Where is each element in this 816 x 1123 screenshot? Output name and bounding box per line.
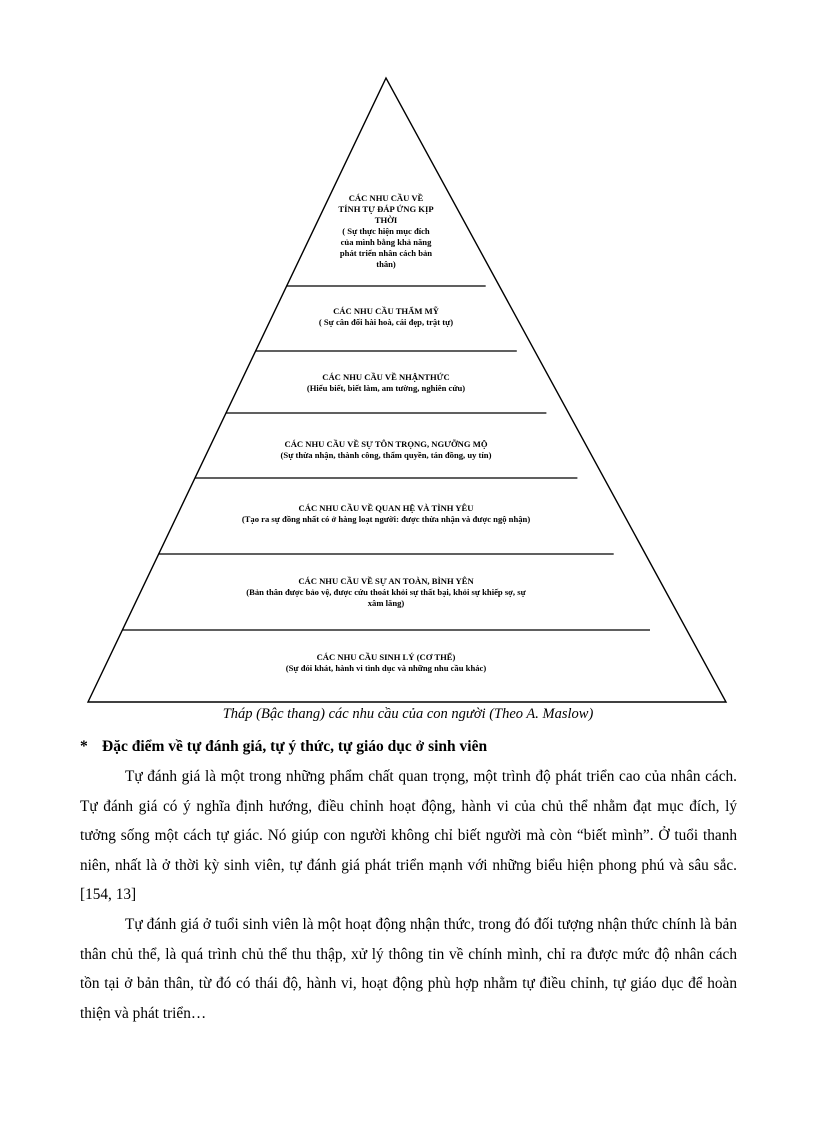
level-title: CÁC NHU CẦU VỀ SỰ AN TOÀN, BÌNH YÊN [298, 576, 474, 586]
figure-caption: Tháp (Bậc thang) các nhu cầu của con người (Theo A. Maslow) [222, 706, 594, 722]
pyramid-level-love-belonging [196, 503, 576, 525]
level-desc-line: ( Sự thực hiện mục đích [342, 226, 430, 236]
level-desc-line: xâm lăng) [367, 598, 405, 608]
level-desc: (Hiểu biết, biết làm, am tường, nghiên cứu) [306, 383, 466, 393]
pyramid-level-safety [176, 576, 596, 609]
level-title-line: TÍNH TỰ ĐÁP ỨNG KỊP [338, 204, 434, 214]
pyramid-level-physiological [166, 652, 606, 674]
level-desc: (Sự đói khát, hành vi tình dục và những nhu cầu khác) [285, 663, 487, 673]
pyramid-level-aesthetic [276, 306, 496, 328]
level-desc: (Tạo ra sự đồng nhất có ở hàng loạt người: được thừa nhận và được ngộ nhận) [241, 514, 531, 524]
level-title: CÁC NHU CẦU VỀ QUAN HỆ VÀ TÌNH YÊU [298, 503, 474, 513]
body-paragraph: Tự đánh giá là một trong những phẩm chất quan trọng, một trình độ phát triển cao của nhân cách. Tự đánh giá có ý nghĩa định hướng, điều chỉnh hoạt động, hành vi của chủ thể nhằm đạt mục đích, lý tưởng sống một cách tự giác. Nó giúp con người không chỉ biết người mà còn “biết mình”. Ở tuổi thanh niên, nhất là ở thời kỳ sinh viên, tự đánh giá phát triển mạnh với những biểu hiện phong phú và sâu sắc. [154, 13] [80, 768, 737, 903]
level-title-line: THỜI [374, 215, 398, 225]
pyramid-level-cognitive [246, 372, 526, 394]
level-desc-line: phát triển nhân cách bản [339, 248, 433, 258]
level-title: CÁC NHU CẦU THẨM MỸ [333, 306, 439, 316]
bullet-marker: * [80, 738, 88, 755]
level-title: CÁC NHU CẦU VỀ NHẬNTHỨC [322, 372, 450, 382]
level-desc-line: (Bản thân được bảo vệ, được cứu thoát khỏi sự thất bại, khỏi sự khiếp sợ, sự [246, 587, 526, 597]
level-desc: (Sự thừa nhận, thành công, thẩm quyền, tán đồng, uy tín) [280, 450, 492, 460]
body-paragraph: Tự đánh giá ở tuổi sinh viên là một hoạt động nhận thức, trong đó đối tượng nhận thức chính là bản thân chủ thể, là quá trình chủ thể thu thập, xử lý thông tin về chính mình, chỉ ra được mức độ nhân cách tồn tại ở bản thân, từ đó có thái độ, hành vi, hoạt động phù hợp nhằm tự điều chỉnh, tự giáo dục để hoàn thiện và phát triển… [80, 916, 737, 1022]
level-title: CÁC NHU CẦU VỀ SỰ TÔN TRỌNG, NGƯỠNG MỘ [284, 439, 488, 449]
section-heading-text: Đặc điểm về tự đánh giá, tự ý thức, tự giáo dục ở sinh viên [102, 738, 488, 755]
level-desc-line: thân) [376, 259, 396, 269]
level-title-line: CÁC NHU CẦU VỀ [348, 193, 424, 203]
level-title: CÁC NHU CẦU SINH LÝ (CƠ THỂ) [316, 652, 456, 662]
section-heading [80, 738, 487, 756]
level-desc: ( Sự cân đối hài hoà, cái đẹp, trật tự) [318, 317, 454, 327]
level-desc-line: của mình bằng khả năng [340, 237, 432, 247]
pyramid-level-esteem [226, 439, 546, 461]
pyramid-level-self-actualization [306, 193, 466, 270]
